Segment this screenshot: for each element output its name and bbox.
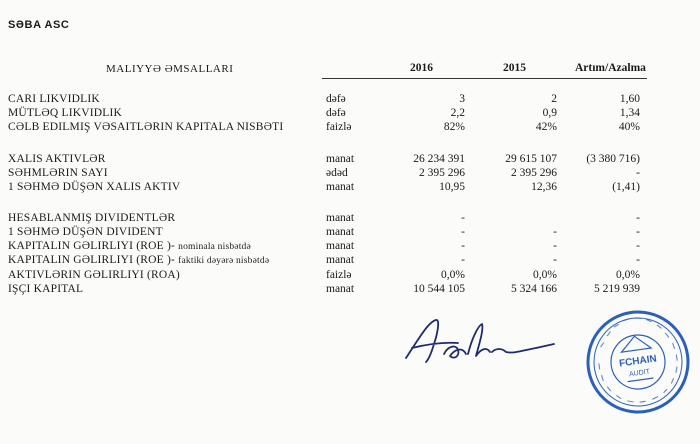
value-change: (1,41) — [612, 181, 640, 193]
row-label — [8, 120, 283, 134]
value-change: 5 219 939 — [594, 283, 640, 295]
table-row — [0, 180, 700, 194]
value-2015: 29 615 107 — [505, 153, 557, 165]
stamp-text-fchain: FCHAIN — [618, 353, 658, 370]
table-header-label: MALIYYƏ ƏMSALLARI — [106, 63, 234, 75]
row-label-text: KAPITALIN GƏLIRLIYI (ROE )- — [8, 240, 176, 252]
row-label-note: faktiki dəyərə nisbətdə — [178, 256, 270, 266]
column-header-2015: 2015 — [503, 62, 526, 74]
row-label-text: AKTIVLƏRIN GƏLIRLIYI (ROA) — [8, 269, 180, 281]
value-2016: 82% — [443, 121, 465, 133]
row-unit: manat — [326, 153, 355, 165]
row-label — [8, 166, 108, 180]
row-unit: faizlə — [326, 269, 352, 281]
value-change: - — [636, 254, 640, 266]
audit-stamp — [583, 302, 693, 422]
table-row — [0, 92, 700, 106]
table-row — [0, 120, 700, 134]
row-unit: faizlə — [326, 121, 352, 133]
value-2015: 2 395 296 — [511, 167, 557, 179]
value-2016: 2 395 296 — [419, 167, 465, 179]
company-name: SƏBA ASC — [8, 19, 70, 31]
table-row — [0, 152, 700, 166]
row-unit: manat — [326, 181, 355, 193]
table-row — [0, 268, 700, 282]
row-unit: dəfə — [326, 107, 346, 119]
value-2016: - — [461, 240, 465, 252]
stamp-text-audit: AUDIT — [628, 368, 651, 379]
value-change: - — [636, 167, 640, 179]
row-label-text: HESABLANMIŞ DIVIDENTLƏR — [8, 212, 176, 224]
value-change: 1,60 — [619, 93, 640, 105]
row-unit: manat — [326, 212, 355, 224]
row-label-text: IŞÇI KAPITAL — [8, 283, 84, 295]
value-2015: 0,0% — [533, 269, 557, 281]
row-label — [8, 106, 122, 120]
row-label — [8, 211, 175, 225]
row-label — [8, 152, 106, 166]
row-label-text: KAPITALIN GƏLIRLIYI (ROE )- — [8, 254, 176, 266]
row-label — [8, 92, 100, 106]
row-label-text: MÜTLƏQ LIKVIDLIK — [8, 107, 123, 119]
row-unit: manat — [326, 226, 355, 238]
value-2016: 10 544 105 — [413, 283, 465, 295]
row-unit: manat — [326, 254, 355, 266]
value-2016: 0,0% — [441, 269, 465, 281]
value-2015: - — [553, 240, 557, 252]
row-label-text: SƏHMLƏRIN SAYI — [8, 167, 108, 179]
value-2015: 5 324 166 — [511, 283, 557, 295]
table-row — [0, 282, 700, 296]
row-unit: ədəd — [326, 167, 348, 179]
value-change: - — [636, 212, 640, 224]
row-label — [8, 239, 251, 254]
value-change: 40% — [618, 121, 640, 133]
row-label-text: CƏLB EDILMIŞ VƏSAITLƏRIN KAPITALA NISBƏTI — [8, 121, 284, 133]
table-row — [0, 166, 700, 180]
table-row — [0, 253, 700, 267]
value-change: - — [636, 240, 640, 252]
value-2016: 10,95 — [439, 181, 465, 193]
row-label-text: 1 SƏHMƏ DÜŞƏN DIVIDENT — [8, 226, 163, 238]
column-header-2016: 2016 — [410, 62, 433, 74]
value-2016: - — [461, 254, 465, 266]
value-change: 0,0% — [616, 269, 640, 281]
row-unit: manat — [326, 283, 355, 295]
value-2016: - — [461, 212, 465, 224]
column-header-change: Artım/Azalma — [575, 62, 646, 74]
row-label — [8, 282, 83, 296]
row-label-text: XALIS AKTIVLƏR — [8, 153, 106, 165]
value-2015: - — [553, 254, 557, 266]
row-label-text: 1 SƏHMƏ DÜŞƏN XALIS AKTIV — [8, 181, 181, 193]
value-2015: 42% — [535, 121, 557, 133]
value-change: 1,34 — [619, 107, 640, 119]
value-change: - — [636, 226, 640, 238]
value-change: (3 380 716) — [586, 153, 640, 165]
value-2015: 2 — [551, 93, 557, 105]
row-label — [8, 180, 180, 194]
table-row — [0, 239, 700, 253]
row-label-text: CARI LIKVIDLIK — [8, 93, 100, 105]
signature — [398, 310, 558, 370]
table-row — [0, 211, 700, 225]
value-2016: - — [461, 226, 465, 238]
table-row — [0, 225, 700, 239]
value-2015: 12,36 — [531, 181, 557, 193]
table-row — [0, 106, 700, 120]
row-unit: manat — [326, 240, 355, 252]
value-2015: 0,9 — [542, 107, 557, 119]
row-label-note: nominala nisbətdə — [178, 242, 251, 252]
value-2016: 3 — [459, 93, 465, 105]
row-label — [8, 225, 163, 239]
value-2016: 26 234 391 — [413, 153, 465, 165]
row-unit: dəfə — [326, 93, 346, 105]
row-label — [8, 268, 180, 282]
row-label — [8, 253, 269, 268]
value-2016: 2,2 — [450, 107, 465, 119]
header-underline — [322, 78, 647, 79]
value-2015: - — [553, 226, 557, 238]
